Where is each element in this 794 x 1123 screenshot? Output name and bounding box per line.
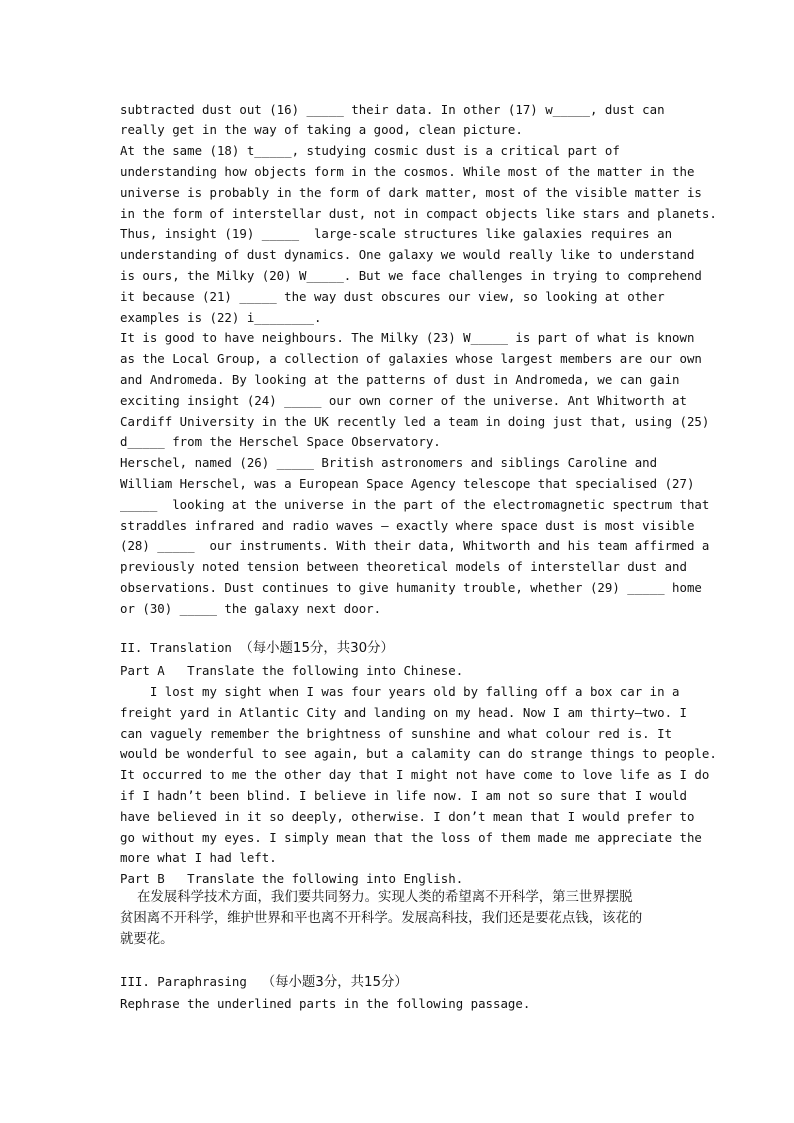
heading-text: II. Translation [120, 640, 240, 655]
section-heading-translation [120, 638, 394, 659]
part-a-label: Part A Translate the following into Chinese. [120, 663, 464, 678]
part-a-line: if I hadn’t been blind. I believe in life now. I am not so sure that I would [120, 788, 687, 803]
part-a-line: I lost my sight when I was four years old by falling off a box car in a [120, 684, 680, 699]
part-a-line: freight yard in Atlantic City and landing on my head. Now I am thirty—two. I [120, 705, 687, 720]
passage-line: It is good to have neighbours. The Milky (23) W_____ is part of what is known [120, 330, 695, 345]
part-b-label: Part B Translate the following into English. [120, 871, 464, 886]
passage-line: (28) _____ our instruments. With their data, Whitworth and his team affirmed a [120, 538, 710, 553]
part-b-line: 在发展科学技术方面，我们要共同努力。实现人类的希望离不开科学，第三世界摆脱 [120, 890, 633, 905]
passage-line: as the Local Group, a collection of galaxies whose largest members are our own [120, 351, 702, 366]
paraphrasing-instruction: Rephrase the underlined parts in the following passage. [120, 996, 531, 1011]
passage-line: really get in the way of taking a good, clean picture. [120, 122, 523, 137]
passage-line: straddles infrared and radio waves — exactly where space dust is most visible [120, 518, 695, 533]
heading-score: （每小题15分，共30分） [239, 641, 394, 656]
passage-line: _____ looking at the universe in the part of the electromagnetic spectrum that [120, 497, 710, 512]
passage-line: Cardiff University in the UK recently led a team in doing just that, using (25) [120, 414, 710, 429]
passage-line: it because (21) _____ the way dust obscures our view, so looking at other [120, 289, 665, 304]
passage-line: in the form of interstellar dust, not in compact objects like stars and planets. [120, 206, 717, 221]
passage-line: or (30) _____ the galaxy next door. [120, 601, 382, 616]
passage-line: understanding how objects form in the cosmos. While most of the matter in the [120, 164, 695, 179]
passage-line: examples is (22) i________. [120, 310, 322, 325]
passage-line: At the same (18) t_____, studying cosmic dust is a critical part of [120, 143, 620, 158]
passage-line: observations. Dust continues to give humanity trouble, whether (29) _____ home [120, 580, 702, 595]
part-a-line: It occurred to me the other day that I might not have come to love life as I do [120, 767, 710, 782]
section-heading-paraphrasing [120, 972, 408, 993]
passage-line: d_____ from the Herschel Space Observatory. [120, 434, 441, 449]
passage-line: exciting insight (24) _____ our own corner of the universe. Ant Whitworth at [120, 393, 687, 408]
part-a-line: have believed in it so deeply, otherwise. I don’t mean that I would prefer to [120, 809, 695, 824]
passage-line: and Andromeda. By looking at the patterns of dust in Andromeda, we can gain [120, 372, 680, 387]
part-b-line: 贫困离不开科学，维护世界和平也离不开科学。发展高科技，我们还是要花点钱，该花的 [120, 911, 643, 926]
passage-line: previously noted tension between theoretical models of interstellar dust and [120, 559, 687, 574]
passage-line: understanding of dust dynamics. One galaxy we would really like to understand [120, 247, 695, 262]
passage-line: subtracted dust out (16) _____ their data. In other (17) w_____, dust can [120, 102, 665, 117]
heading-text: III. Paraphrasing [120, 974, 262, 989]
heading-score: （每小题3分，共15分） [261, 975, 408, 990]
part-a-line: more what I had left. [120, 850, 277, 865]
part-a-line: go without my eyes. I simply mean that the loss of them made me appreciate the [120, 830, 702, 845]
passage-line: William Herschel, was a European Space Agency telescope that specialised (27) [120, 476, 695, 491]
part-a-line: would be wonderful to see again, but a calamity can do strange things to people. [120, 746, 717, 761]
part-b-line: 就要花。 [120, 932, 174, 947]
passage-line: universe is probably in the form of dark matter, most of the visible matter is [120, 185, 702, 200]
passage-line: Herschel, named (26) _____ British astronomers and siblings Caroline and [120, 455, 658, 470]
passage-line: is ours, the Milky (20) W_____. But we face challenges in trying to comprehend [120, 268, 702, 283]
part-a-line: can vaguely remember the brightness of sunshine and what colour red is. It [120, 726, 673, 741]
passage-line: Thus, insight (19) _____ large-scale structures like galaxies requires an [120, 226, 673, 241]
